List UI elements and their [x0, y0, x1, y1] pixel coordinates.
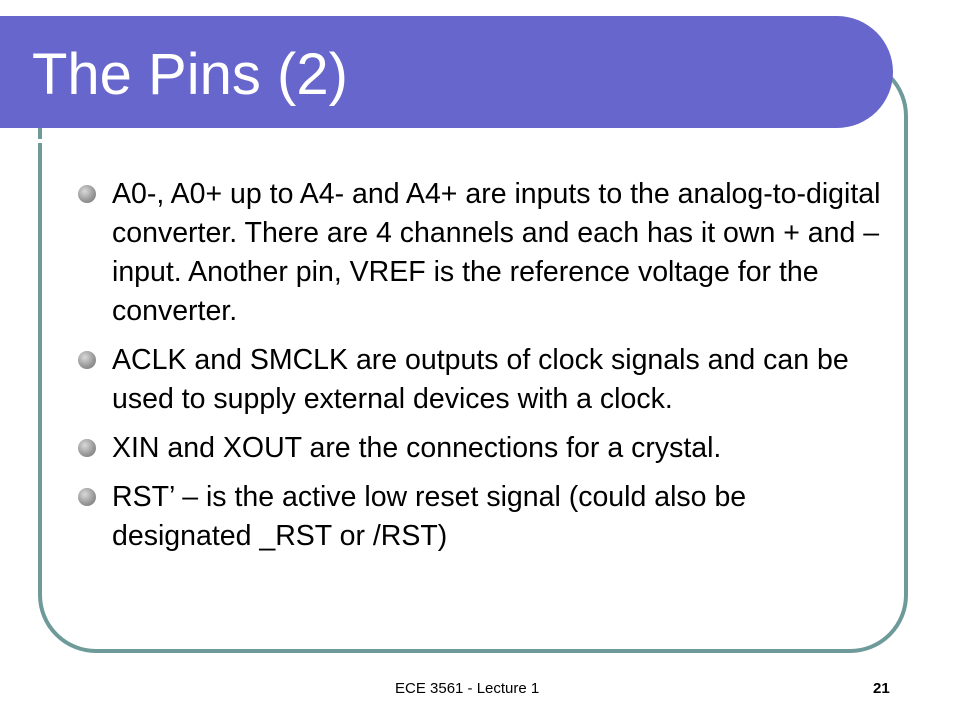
bullet-item	[68, 175, 888, 331]
bullet-item	[68, 429, 888, 468]
slide-footer	[0, 680, 960, 704]
bullet-icon	[78, 488, 96, 506]
title-bar	[0, 16, 893, 128]
bullet-text: XIN and XOUT are the connections for a crystal.	[112, 432, 722, 464]
bullet-icon	[78, 439, 96, 457]
bullet-text: ACLK and SMCLK are outputs of clock signals and can be used to supply external devices with a clock.	[112, 344, 849, 415]
bullet-text: RST’ – is the active low reset signal (could also be designated _RST or /RST)	[112, 481, 747, 552]
bullet-item	[68, 341, 888, 419]
bullet-item	[68, 478, 888, 556]
bullet-text: A0-, A0+ up to A4- and A4+ are inputs to the analog-to-digital converter. There are 4 channels and each has it own + and – input. Another pin, VREF is the reference voltage for the converter.	[112, 178, 881, 327]
page-number: 21	[873, 680, 890, 697]
bullet-icon	[78, 351, 96, 369]
footer-text: ECE 3561 - Lecture 1	[395, 680, 540, 697]
bullet-icon	[78, 185, 96, 203]
bullet-list	[68, 175, 888, 566]
title-underline	[0, 139, 846, 143]
slide-title: The Pins (2)	[32, 42, 348, 107]
